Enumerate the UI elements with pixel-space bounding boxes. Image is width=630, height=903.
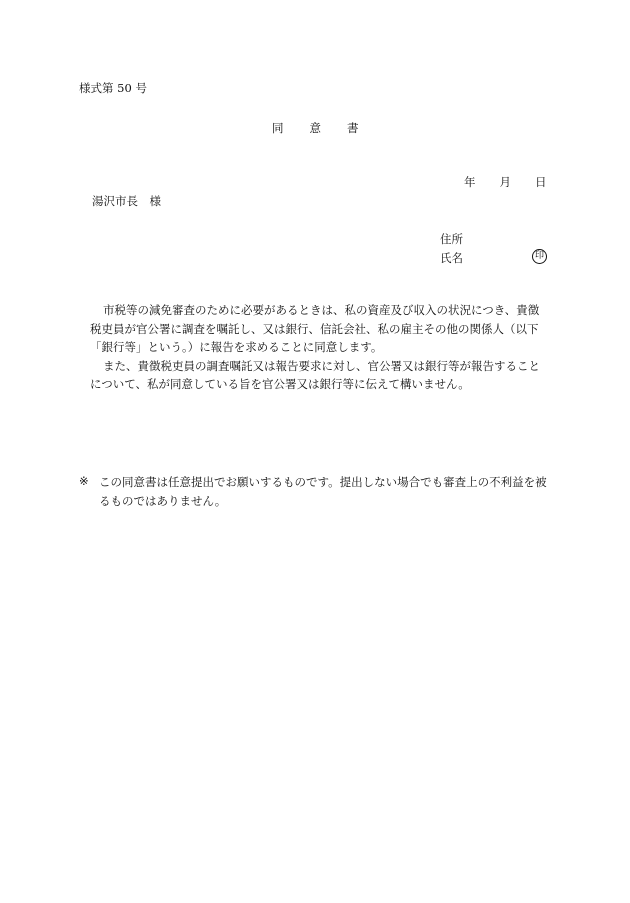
name-label: 氏名 [440, 251, 463, 265]
document-title [272, 120, 385, 136]
consent-paragraph-2: また、貴徴税吏員の調査嘱託又は報告要求に対し、官公署又は銀行等が報告することについて、私が同意している旨を官公署又は銀行等に伝えて構いません。 [90, 358, 540, 391]
note-text: この同意書は任意提出でお願いするものです。提出しない場合でも審査上の不利益を被るものではありません。 [99, 475, 547, 508]
consent-paragraph-1: 市税等の減免審査のために必要があるときは、私の資産及び収入の状況につき、貴徴税吏員が官公署に調査を嘱託し、又は銀行、信託会社、私の雇主その他の関係人（以下「銀行等」という。）に報告を求めることに同意します。 [90, 303, 540, 354]
recipient: 湯沢市長 様 [92, 194, 161, 208]
form-number: 様式第 50 号 [79, 81, 147, 95]
title-char-3: 書 [347, 121, 361, 135]
date-year-label: 年 [464, 175, 476, 189]
address-label: 住所 [440, 232, 463, 246]
date-month-label: 月 [499, 175, 511, 189]
title-char-2: 意 [309, 121, 323, 135]
consent-body [90, 301, 550, 394]
note-mark: ※ [79, 474, 89, 488]
date-day-label: 日 [535, 175, 547, 189]
seal-mark-icon: 印 [532, 249, 547, 264]
date-line [464, 174, 547, 190]
title-char-1: 同 [272, 121, 286, 135]
